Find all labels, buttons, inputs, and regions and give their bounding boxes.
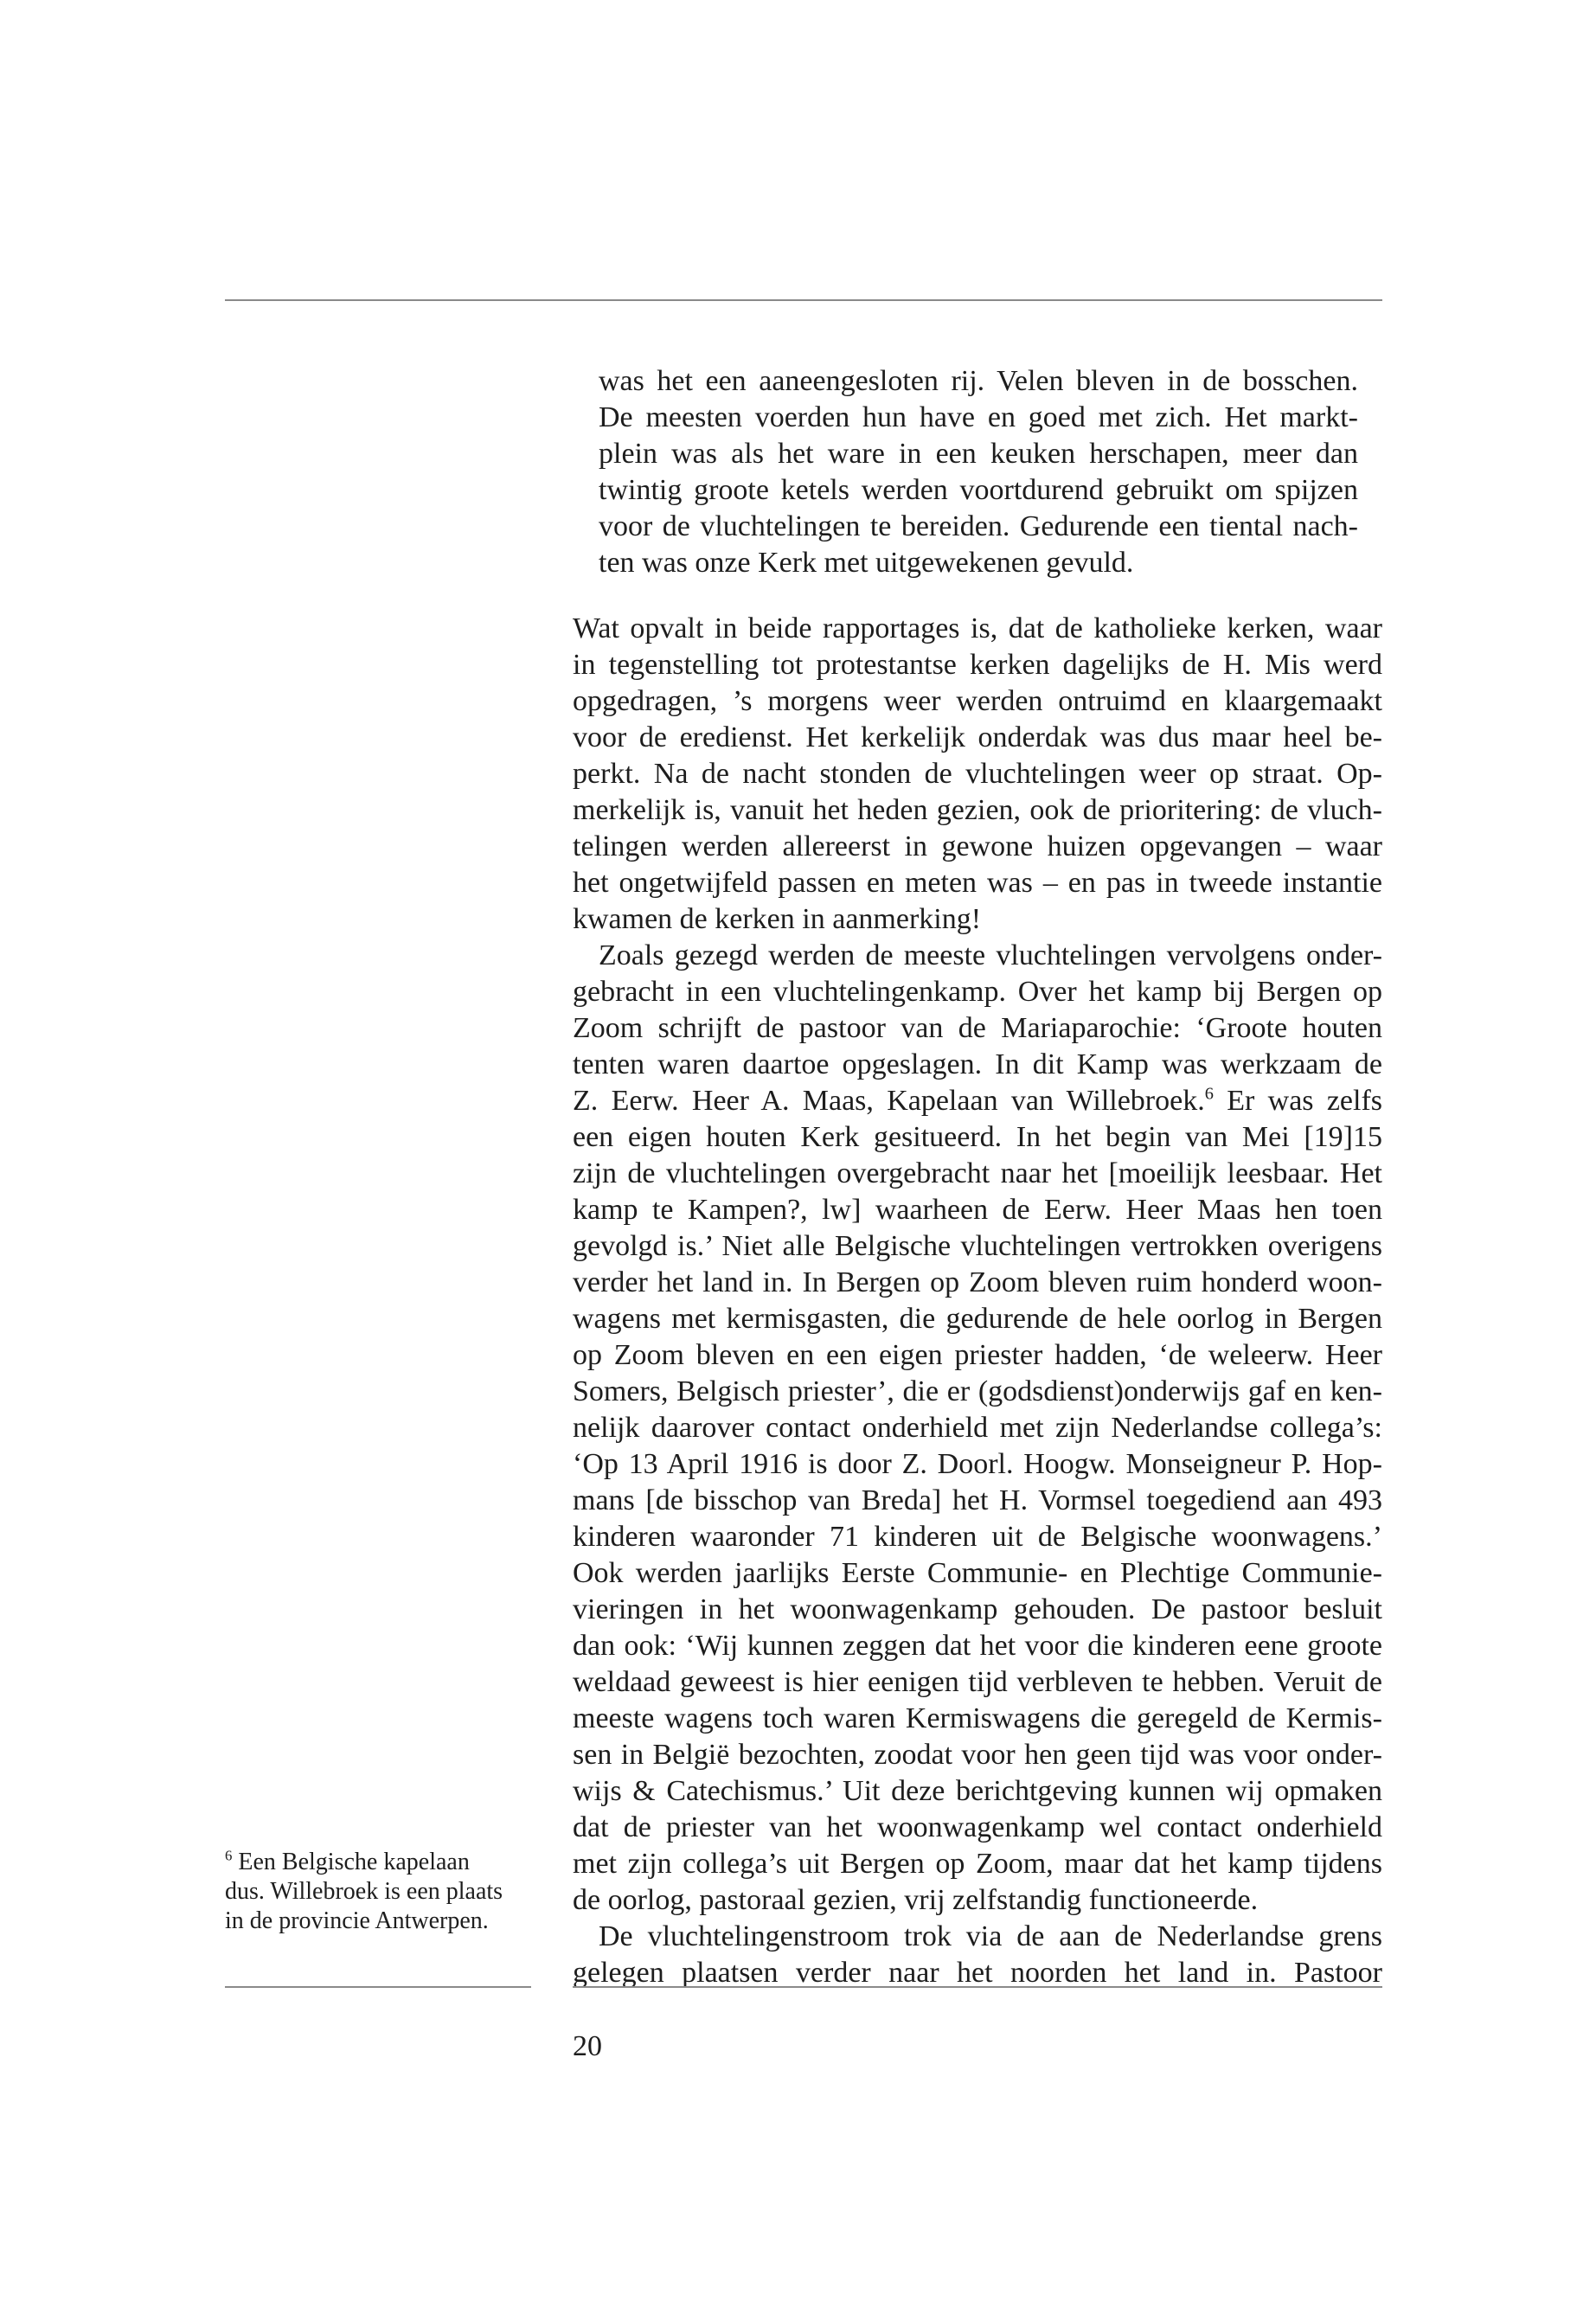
paragraph-2 [573, 938, 1382, 1919]
text-line: Zoals gezegd werden de meeste vluchtelingen vervolgens onder- [599, 939, 1382, 971]
text-line: wijs & Catechismus.’ Uit deze berichtgeving kunnen wij opmaken [573, 1775, 1382, 1807]
block-quote [599, 363, 1358, 581]
text-line: Ook werden jaarlijks Eerste Communie- en Plechtige Communie- [573, 1557, 1382, 1589]
text-line: gebracht in een vluchtelingenkamp. Over het kamp bij Bergen op [573, 976, 1382, 1008]
text-line: dan ook: ‘Wij kunnen zeggen dat het voor die kinderen eene groote [573, 1630, 1382, 1662]
top-rule [225, 299, 1382, 301]
text-line: weldaad geweest is hier eenigen tijd verbleven te hebben. Veruit de [573, 1666, 1382, 1698]
footnote-line: in de provincie Antwerpen. [225, 1907, 489, 1934]
text-line: voor de eredienst. Het kerkelijk onderdak was dus maar heel be- [573, 721, 1382, 753]
text-line: tenten waren daartoe opgeslagen. In dit Kamp was werkzaam de [573, 1048, 1382, 1080]
text-line: kinderen waaronder 71 kinderen uit de Belgische woonwagens.’ [573, 1521, 1382, 1553]
text-line: het ongetwijfeld passen en meten was – en pas in tweede instantie [573, 867, 1382, 899]
text-line: merkelijk is, vanuit het heden gezien, ook de prioritering: de vluch- [573, 794, 1382, 826]
text-line: gevolgd is.’ Niet alle Belgische vluchtelingen vertrokken overigens [573, 1230, 1382, 1262]
page-number: 20 [573, 2030, 602, 2062]
text-line: Zoom schrijft de pastoor van de Mariaparochie: ‘Groote houten [573, 1012, 1382, 1044]
text-line: dat de priester van het woonwagenkamp wel contact onderhield [573, 1811, 1382, 1843]
text-line: ‘Op 13 April 1916 is door Z. Doorl. Hoogw. Monseigneur P. Hop- [573, 1448, 1382, 1480]
footnote-rule [225, 1986, 531, 1988]
quote-line: was het een aaneengesloten rij. Velen bleven in de bosschen. [599, 365, 1358, 397]
text-line: mans [de bisschop van Breda] het H. Vormsel toegediend aan 493 [573, 1484, 1382, 1516]
paragraph-3 [573, 1919, 1382, 1991]
quote-line: ten was onze Kerk met uitgewekenen gevuld. [599, 547, 1134, 579]
text-line: een eigen houten Kerk gesitueerd. In het begin van Mei [19]15 [573, 1121, 1382, 1153]
text-line: de oorlog, pastoraal gezien, vrij zelfstandig functioneerde. [573, 1884, 1259, 1916]
footnote [225, 1848, 531, 1936]
text-segment: Z. Eerw. Heer A. Maas, Kapelaan van Willebroek. [573, 1085, 1205, 1117]
text-line: gelegen plaatsen verder naar het noorden het land in. Pastoor [573, 1957, 1382, 1989]
text-line: meeste wagens toch waren Kermiswagens die geregeld de Kermis- [573, 1702, 1382, 1734]
text-line: zijn de vluchtelingen overgebracht naar het [moeilijk leesbaar. Het [573, 1157, 1382, 1189]
quote-line: De meesten voerden hun have en goed met zich. Het markt- [599, 401, 1358, 433]
text-line-with-note [573, 1083, 1382, 1119]
text-line: kamp te Kampen?, lw] waarheen de Eerw. Heer Maas hen toen [573, 1194, 1382, 1226]
text-line: telingen werden allereerst in gewone huizen opgevangen – waar [573, 830, 1382, 862]
text-line: met zijn collega’s uit Bergen op Zoom, maar dat het kamp tijdens [573, 1848, 1382, 1880]
text-line: De vluchtelingenstroom trok via de aan de Nederlandse grens [599, 1920, 1382, 1952]
footnote-text: Een Belgische kapelaan [232, 1849, 470, 1875]
bottom-rule [573, 1986, 1382, 1988]
quote-line: twintig groote ketels werden voortdurend gebruikt om spijzen [599, 474, 1358, 506]
footnote-line [225, 1848, 531, 1877]
footnote-reference[interactable]: 6 [1204, 1084, 1214, 1104]
paragraph-1 [573, 611, 1382, 938]
text-line: in tegenstelling tot protestantse kerken dagelijks de H. Mis werd [573, 649, 1382, 681]
text-line: op Zoom bleven en een eigen priester hadden, ‘de weleerw. Heer [573, 1339, 1382, 1371]
footnote-line: dus. Willebroek is een plaats [225, 1878, 503, 1905]
text-segment: Er was zelfs [1213, 1085, 1382, 1117]
text-line: vieringen in het woonwagenkamp gehouden. De pastoor besluit [573, 1593, 1382, 1625]
text-line: verder het land in. In Bergen op Zoom bleven ruim honderd woon- [573, 1266, 1382, 1298]
text-line: perkt. Na de nacht stonden de vluchtelingen weer op straat. Op- [573, 758, 1382, 790]
text-line: opgedragen, ’s morgens weer werden ontruimd en klaargemaakt [573, 685, 1382, 717]
quote-line: plein was als het ware in een keuken herschapen, meer dan [599, 438, 1358, 470]
text-line: nelijk daarover contact onderhield met zijn Nederlandse collega’s: [573, 1412, 1382, 1444]
text-line: sen in België bezochten, zoodat voor hen geen tijd was voor onder- [573, 1739, 1382, 1771]
main-text [573, 611, 1382, 1991]
footnote-marker: 6 [225, 1847, 233, 1864]
text-line: wagens met kermisgasten, die gedurende de hele oorlog in Bergen [573, 1303, 1382, 1335]
quote-line: voor de vluchtelingen te bereiden. Gedurende een tiental nach- [599, 510, 1358, 542]
text-line: Wat opvalt in beide rapportages is, dat de katholieke kerken, waar [573, 612, 1382, 644]
text-line: Somers, Belgisch priester’, die er (godsdienst)onderwijs gaf en ken- [573, 1375, 1382, 1407]
text-line: kwamen de kerken in aanmerking! [573, 903, 982, 935]
